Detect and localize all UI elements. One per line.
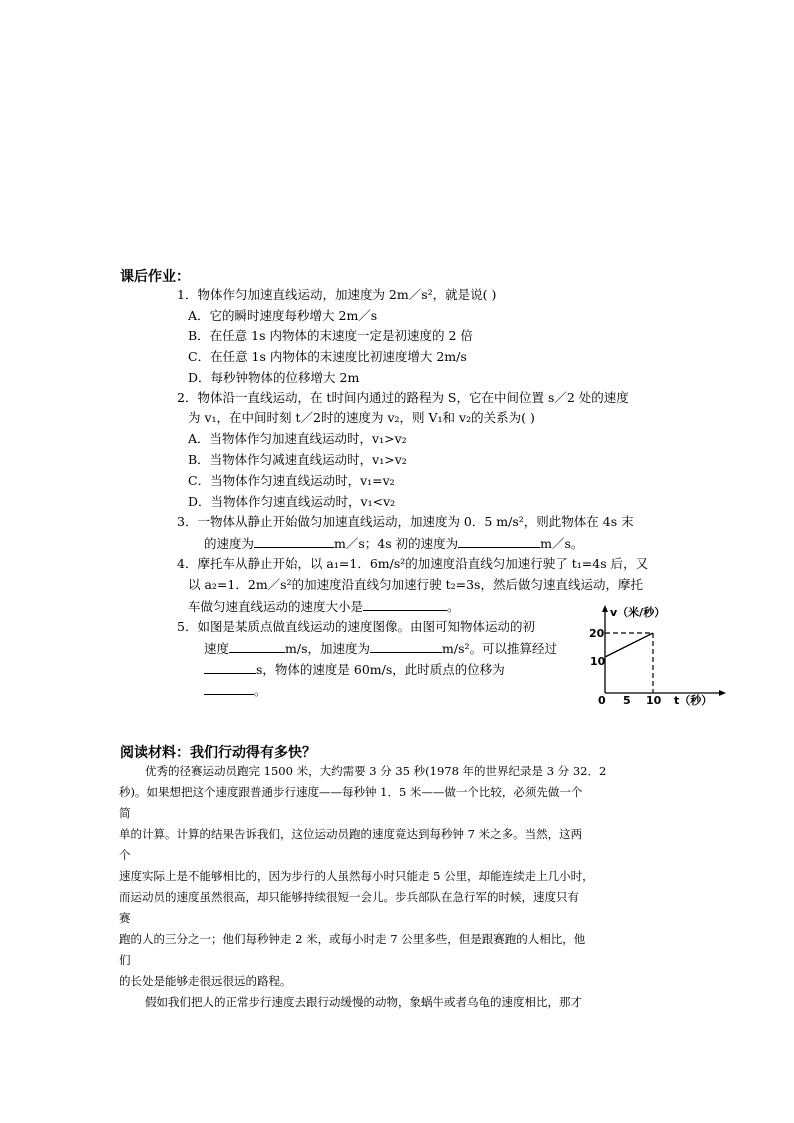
q5-blank-3[interactable] [204, 661, 256, 674]
q3-blank-1[interactable] [254, 535, 334, 548]
q5-blank-1[interactable] [229, 640, 285, 653]
q3-text-b: m／s；4s 初的速度为 [334, 536, 459, 551]
q3-text-c: m／s。 [540, 536, 584, 551]
graph-x-arrow [719, 690, 726, 696]
graph-x-tick-0: 0 [598, 694, 606, 707]
question-4-line1: 4．摩托车从静止开始，以 a₁=1．6m/s²的加速度沿直线匀加速行驶了 t₁=4s 后，又 [177, 556, 649, 571]
graph-x-label: t（秒） [674, 694, 713, 707]
question-4-line3 [188, 598, 460, 615]
reading-line-7: 而运动员的速度虽然很高，却只能够持续很短一会儿。步兵部队在急行军的时候，速度只有 [119, 890, 579, 904]
graph-x-tick-5: 5 [623, 694, 631, 707]
q5-text-b: m/s，加速度为 [285, 641, 370, 656]
reading-line-2: 秒)。如果想把这个速度跟普通步行速度——每秒钟 1．5 米——做一个比较，必须先做一个 [119, 785, 583, 799]
reading-title: 阅读材料：我们行动得有多快？ [120, 745, 316, 761]
q2-option-d: D．当物体作匀速直线运动时，v₁<v₂ [188, 494, 396, 509]
q4-blank[interactable] [363, 598, 447, 611]
graph-y-tick-20: 20 [589, 627, 605, 640]
q1-option-c: C．在任意 1s 内物体的末速度比初速度增大 2m/s [188, 349, 467, 364]
question-2-stem-line1: 2．物体沿一直线运动，在 t时间内通过的路程为 S，它在中间位置 s／2 处的速度 [177, 390, 629, 405]
q1-option-b: B．在任意 1s 内物体的末速度一定是初速度的 2 倍 [188, 328, 473, 343]
q2-option-a: A．当物体作匀加速直线运动时，v₁>v₂ [188, 431, 407, 446]
graph-y-tick-10: 10 [590, 655, 606, 668]
question-2-stem-line2: 为 v₁，在中间时刻 t／2时的速度为 v₂，则 V₁和 v₂的关系为( ) [188, 410, 535, 425]
q4-text-b: 。 [447, 599, 460, 614]
graph-y-arrow [602, 605, 608, 612]
q5-blank-4[interactable] [204, 682, 254, 695]
question-1-stem: 1．物体作匀加速直线运动，加速度为 2m／s²，就是说( ) [177, 287, 497, 302]
graph-x-tick-10: 10 [646, 694, 662, 707]
reading-line-12: 假如我们把人的正常步行速度去跟行动缓慢的动物，象蜗牛或者乌龟的速度相比，那才 [145, 995, 582, 1009]
graph-y-label: v（米/秒） [610, 606, 666, 619]
q1-option-a: A．它的瞬时速度每秒增大 2m／s [188, 308, 378, 323]
question-5-line1: 5．如图是某质点做直线运动的速度图像。由图可知物体运动的初 [177, 619, 535, 634]
question-5-line2 [204, 640, 557, 657]
question-5-line3 [204, 661, 505, 678]
q1-option-d: D．每秒钟物体的位移增大 2m [188, 370, 360, 385]
reading-line-11: 的长处是能够走很远很远的路程。 [119, 974, 292, 988]
reading-line-3: 简 [119, 806, 131, 820]
q5-text-a: 速度 [204, 641, 230, 656]
q4-text-a: 车做匀速直线运动的速度大小是 [188, 599, 364, 614]
q2-option-c: C．当物体作匀速直线运动时，v₁=v₂ [188, 473, 395, 488]
q5-text-c: m/s²。可以推算经过 [442, 641, 557, 656]
reading-line-9: 跑的人的三分之一；他们每秒钟走 2 米，或每小时走 7 公里多些，但是跟赛跑的人相比，他 [119, 932, 586, 946]
q5-text-d: s，物体的速度是 60m/s，此时质点的位移为 [256, 662, 505, 677]
question-3-line1: 3．一物体从静止开始做匀加速直线运动，加速度为 0．5 m/s²，则此物体在 4s 末 [177, 514, 634, 529]
velocity-time-graph [588, 603, 728, 708]
reading-line-5: 个 [119, 848, 131, 862]
question-5-line4 [204, 682, 267, 699]
q3-text-a: 的速度为 [204, 536, 255, 551]
q3-blank-2[interactable] [458, 535, 540, 548]
q5-blank-2[interactable] [370, 640, 442, 653]
reading-line-8: 赛 [119, 911, 131, 925]
homework-heading: 课后作业： [120, 269, 190, 285]
question-4-line2: 以 a₂=1．2m／s²的加速度沿直线匀加速行驶 t₂=3s，然后做匀速直线运动，摩托 [188, 577, 643, 592]
reading-line-4: 单的计算。计算的结果告诉我们，这位运动员跑的速度竟达到每秒钟 7 米之多。当然，这两 [119, 827, 583, 841]
q5-text-e: 。 [254, 683, 267, 698]
question-3-line2 [204, 535, 583, 552]
q2-option-b: B．当物体作匀减速直线运动时，v₁>v₂ [188, 452, 407, 467]
reading-line-1: 优秀的径赛运动员跑完 1500 米，大约需要 3 分 35 秒(1978 年的世界纪录是 3 分 32．2 [145, 764, 607, 778]
reading-line-6: 速度实际上是不能够相比的，因为步行的人虽然每小时只能走 5 公里，却能连续走上几小时， [119, 869, 594, 883]
reading-line-10: 们 [119, 953, 131, 967]
graph-velocity-line [605, 633, 653, 657]
